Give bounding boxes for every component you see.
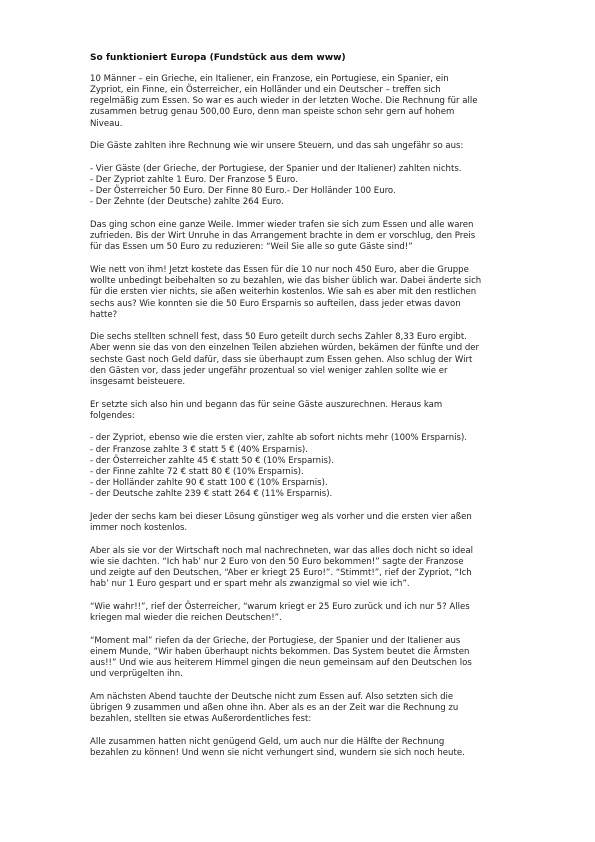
text-line: insgesamt beisteuere. — [90, 376, 186, 387]
text-line: aus!!” Und wie aus heiterem Himmel gingen die neun gemeinsam auf den Deutschen los — [90, 657, 472, 668]
document-title: So funktioniert Europa (Fundstück aus dem www) — [90, 53, 346, 63]
text-line: Die sechs stellten schnell fest, dass 50 Euro geteilt durch sechs Zahler 8,33 Euro ergibt. — [90, 332, 467, 343]
paragraph — [90, 74, 506, 130]
paragraph — [90, 400, 506, 422]
text-line: Die Gäste zahlten ihre Rechnung wie wir unsere Steuern, und das sah ungefähr so aus: — [90, 141, 464, 152]
paragraph — [90, 692, 506, 725]
text-line: Aber als sie vor der Wirtschaft noch mal nachrechneten, war das alles doch nicht so ideal — [90, 545, 473, 556]
text-line: - der Franzose zahlte 3 € statt 5 € (40% Ersparnis). — [90, 444, 308, 455]
text-line: Am nächsten Abend tauchte der Deutsche nicht zum Essen auf. Also setzten sich die — [90, 691, 454, 702]
text-line: zusammen betrug genau 500,00 Euro, denn man speiste schon sehr gern auf hohem — [90, 107, 455, 118]
paragraph — [90, 602, 506, 624]
text-line: “Moment mal” riefen da der Grieche, der Portugiese, der Spanier und der Italiener aus — [90, 635, 461, 646]
text-line: Wie nett von ihm! Jetzt kostete das Essen für die 10 nur noch 450 Euro, aber die Gruppe — [90, 265, 469, 276]
paragraph — [90, 636, 506, 681]
text-line: - Vier Gäste (der Grieche, der Portugiese, der Spanier und der Italiener) zahlten nichts. — [90, 163, 462, 174]
text-line: Niveau. — [90, 118, 123, 129]
paragraph — [90, 737, 506, 759]
text-line: Alle zusammen hatten nicht genügend Geld, um auch nur die Hälfte der Rechnung — [90, 736, 445, 747]
text-line: hab’ nur 1 Euro gespart und er spart mehr als zwanzigmal so viel wie ich”. — [90, 579, 410, 590]
text-line: “Wie wahr!!”, rief der Österreicher, “warum kriegt er 25 Euro zurück und ich nur 5? Alles — [90, 601, 470, 612]
text-line: für die ersten vier nichts, sie aßen weiterhin kostenlos. Wie sah es aber mit den restlichen — [90, 287, 477, 298]
paragraph — [90, 164, 506, 209]
text-line: Aber wenn sie das von den einzelnen Teilen abziehen würden, bekämen der fünfte und der — [90, 343, 480, 354]
document-body — [90, 52, 506, 771]
text-line: hatte? — [90, 309, 118, 320]
text-line: bezahlen, stellten sie etwas Außerordentliches fest: — [90, 714, 312, 725]
text-line: immer noch kostenlos. — [90, 523, 188, 533]
text-line: wie sie dachten. “Ich hab’ nur 2 Euro von den 50 Euro bekommen!” sagte der Franzose — [90, 556, 464, 567]
text-line: bezahlen zu können! Und wenn sie nicht verhungert sind, wundern sie sich noch heute. — [90, 747, 465, 758]
paragraph — [90, 332, 506, 388]
text-line: regelmäßig zum Essen. So war es auch wieder in der letzten Woche. Die Rechnung für alle — [90, 96, 478, 107]
text-line: und zeigte auf den Deutschen, “Aber er kriegt 25 Euro!”. “Stimmt!”, rief der Zypriot, “Ich — [90, 567, 472, 578]
text-line: - der Holländer zahlte 90 € statt 100 € (10% Ersparnis). — [90, 478, 328, 489]
text-line: Zypriot, ein Finne, ein Österreicher, ein Holländer und ein Deutscher – treffen sich — [90, 85, 441, 96]
text-line: - Der Zypriot zahlte 1 Euro. Der Franzose 5 Euro. — [90, 175, 298, 186]
paragraph — [90, 433, 506, 500]
text-line: zufrieden. Bis der Wirt Unruhe in das Arrangement brachte in dem er vorschlug, den Preis — [90, 231, 476, 242]
text-line: folgendes: — [90, 410, 135, 421]
text-line: übrigen 9 zusammen und aßen ohne ihn. Aber als es an der Zeit war die Rechnung zu — [90, 702, 459, 713]
text-line: für das Essen um 50 Euro zu reduzieren: “Weil Sie alle so gute Gäste sind!” — [90, 242, 413, 253]
text-line: sechs aus? Wie konnten sie die 50 Euro Ersparnis so aufteilen, dass jeder etwas davon — [90, 298, 461, 309]
paragraph — [90, 141, 506, 152]
text-line: und verprügelten ihn. — [90, 669, 183, 680]
text-line: Das ging schon eine ganze Weile. Immer wieder trafen sie sich zum Essen und alle waren — [90, 220, 474, 231]
paragraph — [90, 265, 506, 321]
text-line: - der Finne zahlte 72 € statt 80 € (10% Ersparnis). — [90, 466, 304, 477]
text-line: einem Munde, “Wir haben überhaupt nichts bekommen. Das System beutet die Ärmsten — [90, 646, 470, 657]
paragraph — [90, 546, 506, 591]
text-line: - der Zypriot, ebenso wie die ersten vier, zahlte ab sofort nichts mehr (100% Ersparnis). — [90, 433, 467, 444]
text-line: wollte unbedingt beibehalten so zu bezahlen, wie das bisher üblich war. Dabei änderte sich — [90, 276, 482, 287]
text-line: Jeder der sechs kam bei dieser Lösung günstiger weg als vorher und die ersten vier aßen — [90, 511, 472, 522]
text-line: sechste Gast noch Geld dafür, dass sie überhaupt zum Essen gehen. Also schlug der Wirt — [90, 354, 473, 365]
text-line: - Der Zehnte (der Deutsche) zahlte 264 Euro. — [90, 197, 284, 208]
text-line: - Der Österreicher 50 Euro. Der Finne 80 Euro.- Der Holländer 100 Euro. — [90, 186, 396, 197]
text-line: Er setzte sich also hin und begann das für seine Gäste auszurechnen. Heraus kam — [90, 399, 443, 410]
text-line: - der Österreicher zahlte 45 € statt 50 € (10% Ersparnis). — [90, 455, 334, 466]
text-line: den Gästen vor, dass jeder ungefähr prozentual so viel weniger zahlen sollte wie er — [90, 365, 448, 376]
text-line: 10 Männer – ein Grieche, ein Italiener, ein Franzose, ein Portugiese, ein Spanier, ein — [90, 74, 449, 84]
text-line: kriegen mal wieder die reichen Deutschen!”. — [90, 612, 282, 623]
paragraph — [90, 512, 506, 534]
text-line: - der Deutsche zahlte 239 € statt 264 € (11% Ersparnis). — [90, 489, 333, 500]
paragraph — [90, 220, 506, 253]
